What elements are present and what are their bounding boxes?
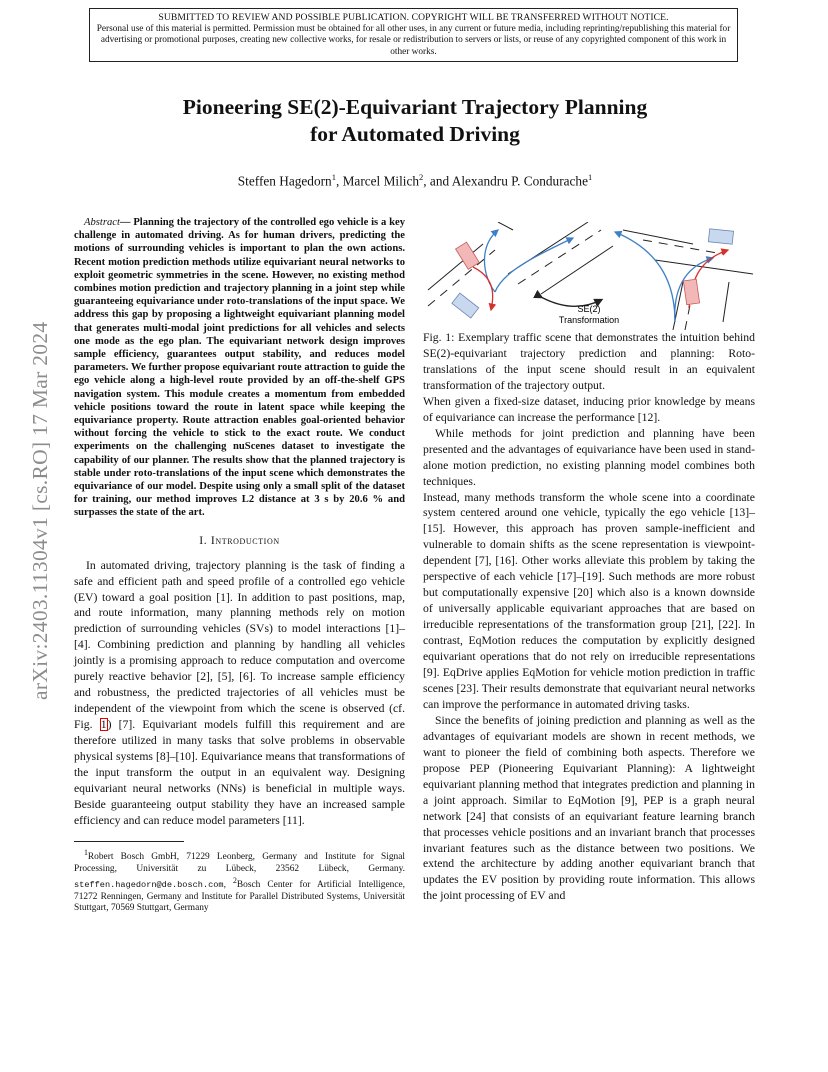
- paragraph-text: ) [7]. Equivariant models fulfill this requirement and are therefore utilized in many tasks that solve problems in observable physical systems [8]–[10]. Equivariance means that transformations of the input transform the output in an equivalent way. Designing equivariant neural networks (NNs) is beneficial in multiple ways. Beside guaranteeing output stability they have an increased sample efficiency and can reduce model parameters [11].: [74, 718, 405, 827]
- abstract-lead: Abstract: [84, 217, 120, 228]
- traffic-scene-figure: [423, 222, 755, 330]
- title-line-2: for Automated Driving: [310, 122, 520, 146]
- intro-paragraph-4: Instead, many methods transform the whole scene into a coordinate system centered around one vehicle, typically the ego vehicle [13]–[15]. However, this approach has proven sample-inefficient and vulnerable to domain shifts as the scene representation is viewpoint-dependent [7], [16]. Other works alleviate this problem by taking the perspective of each vehicle [17]–[19]. Such methods are more robust but computationally expensive [20] which also is a known downside of universally applicable equivariant approaches that are based on irreducible representations of the transformation group [21], [22]. In contrast, EqMotion reduces the computation by explicitly designed equivariant operations that do not rely on irreducible representations [9]. EqDrive applies EqMotion for vehicle motion prediction in traffic scenes [23]. Their results demonstrate that equivariant neural networks can improve the performance in automated driving tasks.: [423, 490, 755, 711]
- notice-line-1: SUBMITTED TO REVIEW AND POSSIBLE PUBLICATION. COPYRIGHT WILL BE TRANSFERRED WITHOUT NOTICE.: [158, 12, 669, 23]
- paper-title: [120, 94, 710, 148]
- email-address: steffen.hagedorn@de.bosch.com: [74, 880, 224, 891]
- intro-paragraph-2: When given a fixed-size dataset, inducing prior knowledge by means of equivariance can increase the performance [12].: [423, 394, 755, 424]
- abstract: [74, 216, 405, 520]
- copyright-notice: [89, 8, 738, 62]
- intro-paragraph-5: Since the benefits of joining prediction and planning as well as the advantages of equivariant models are shown in recent methods, we want to pioneer the field of combining both aspects. Therefore we propose PEP (Pioneering Equivariant Planning): A lightweight equivariant planning method that integrates prediction and planning in a joint approach. Similar to EqMotion [9], PEP is a graph neural network [24] that consists of an equivariant feature learning branch that processes vehicle positions and an invariant branch that processes invariant features such as the distance between two positions. We extend the architecture by adding another equivariant branch that updates the EV position by providing route information. This allows the joint processing of EV and: [423, 713, 755, 903]
- footnote: [74, 847, 405, 915]
- title-line-1: Pioneering SE(2)-Equivariant Trajectory Planning: [182, 95, 648, 119]
- transformed-scene: [615, 229, 753, 330]
- lane-boundary: [723, 282, 729, 322]
- author-affiliation: 1: [331, 172, 336, 182]
- left-column: [74, 216, 405, 915]
- ego-vehicle: [456, 242, 480, 269]
- lane-boundary: [498, 222, 513, 230]
- figure-reference-link[interactable]: 1: [100, 718, 107, 732]
- footnote-rule: [74, 841, 184, 842]
- predicted-trajectory: [615, 232, 675, 322]
- predicted-trajectory: [495, 238, 573, 292]
- ego-vehicle: [683, 279, 699, 305]
- surrounding-vehicle: [708, 229, 733, 244]
- author-separator: , and: [423, 173, 452, 189]
- author-affiliation: 2: [419, 172, 424, 182]
- intro-paragraph-1: [74, 558, 405, 829]
- figure-caption: Fig. 1: Exemplary traffic scene that demonstrates the intuition behind SE(2)-equivariant trajectory prediction and planning: Roto-translations of the input scene should result in an equivalent transformation of the trajectory output.: [423, 331, 755, 392]
- predicted-trajectory: [484, 230, 498, 292]
- ego-plan-trajectory: [473, 267, 493, 310]
- author-affiliation: 1: [587, 172, 593, 182]
- intro-paragraph-3: While methods for joint prediction and planning have been presented and the advantages of equivariance have been used in stand-alone motion prediction, no existing planning model combines both techniques.: [423, 426, 755, 488]
- footnote-mark: 2: [232, 876, 237, 886]
- footnote-text: Robert Bosch GmbH, 71229 Leonberg, Germany and Institute for Signal Processing, Universität zu Lübeck, 23562 Lübeck, Germany.: [74, 851, 405, 874]
- footnote-mark: 1: [84, 847, 88, 857]
- author-list: [120, 172, 710, 189]
- lane-divider: [518, 230, 601, 284]
- lane-boundary: [541, 246, 613, 294]
- author-name: Marcel Milich: [342, 173, 420, 189]
- author-name: Alexandru P. Condurache: [451, 173, 588, 189]
- section-heading: I. Introduction: [199, 533, 280, 547]
- surrounding-vehicle: [452, 293, 479, 318]
- notice-line-2: Personal use of this material is permitted. Permission must be obtained for all other uses, in any current or future media, including reprinting/republishing this material for advertising or promotional purposes, creating new collective works, for resale or redistribution to servers or lists, or reuse of any copyrighted component of this work in other works.: [96, 23, 731, 57]
- footnote-text: Bosch Center for Artificial Intelligence, 71272 Renningen, Germany and Institute for Parallel Distributed Systems, Universität Stuttgart, 70569 Stuttgart, Germany: [74, 880, 405, 914]
- author-name: Steffen Hagedorn: [237, 173, 332, 189]
- figure-label-line-2: Transformation: [558, 315, 620, 325]
- footnote-separator: ,: [223, 880, 233, 891]
- paragraph-text: In automated driving, trajectory planning is the task of finding a safe and efficient path and speed profile of a controlled ego vehicle (EV) toward a goal position [1]. In addition to past positions, map, and route information, many planning methods rely on motion prediction of surrounding vehicles (SVs) to model interactions [1]–[4]. Combining prediction and planning by handling all vehicles jointly is a promising approach to reduce computation and overcome purely reactive behavior [2], [5], [6]. To increase sample efficiency and robustness, the predicted trajectories of all vehicles must be independent of the viewpoint from which the scene is observed (cf. Fig.: [74, 558, 405, 732]
- abstract-text: — Planning the trajectory of the controlled ego vehicle is a key challenge in automated driving. As for human drivers, predicting the motions of surrounding vehicles is important to plan the own actions. Recent motion prediction methods utilize equivariant neural networks to exploit geometric symmetries in the scene. However, no existing method combines motion prediction and trajectory planning in a joint step while guaranteeing equivariance under roto-translations of the input space. We address this gap by proposing a lightweight equivariant planning model that generates multi-modal joint predictions for all vehicles and selects one mode as the ego plan. The equivariant network design improves sample efficiency, guarantees output stability, and reduces model parameters. We further propose equivariant route attraction to guide the ego vehicle along a high-level route provided by an off-the-shelf GPS navigation system. This module creates a momentum from embedded vehicle positions toward the route in latent space while keeping the equivariance property. Route attraction enables goal-oriented behavior without forcing the vehicle to stick to the exact route. We conduct experiments on the challenging nuScenes dataset to investigate the capability of our planner. The results show that the planned trajectory is stable under roto-translations of the input scene which demonstrates the equivariance of our model. Despite using only a small split of the dataset for training, our method improves L2 distance at 3 s by 20.6 % and surpasses the state of the art.: [74, 217, 405, 519]
- right-column: [423, 222, 755, 904]
- figure-label-line-1: SE(2): [577, 304, 601, 314]
- arxiv-stamp[interactable]: arXiv:2403.11304v1 [cs.RO] 17 Mar 2024: [28, 321, 52, 700]
- author-separator: ,: [335, 173, 343, 189]
